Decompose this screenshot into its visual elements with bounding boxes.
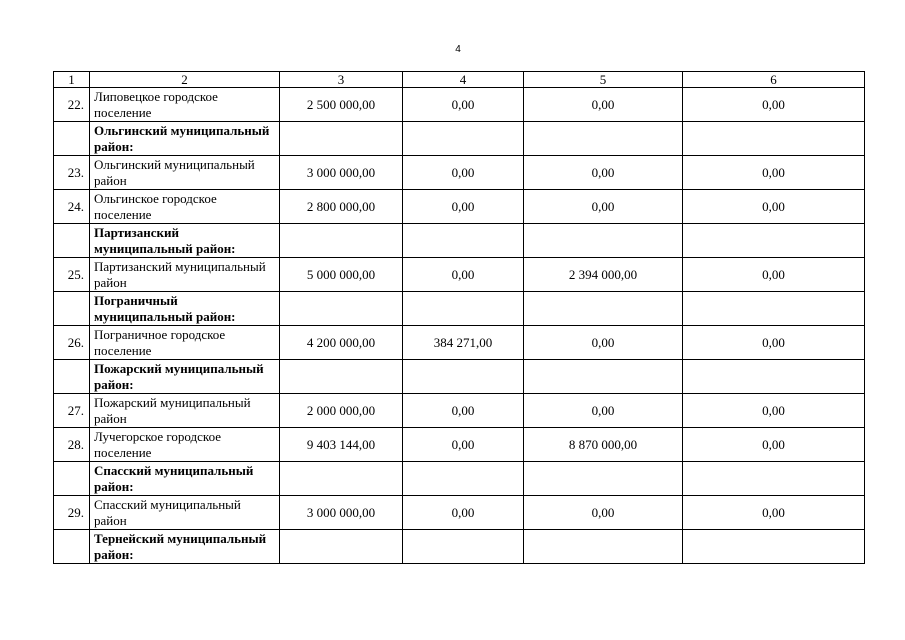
column-4-cell [403,530,524,564]
row-number-cell: 22. [54,88,90,122]
column-6-cell: 0,00 [683,496,865,530]
municipality-name-cell: Пожарский муниципальный район [90,394,280,428]
table-row [54,258,865,292]
column-3-cell: 9 403 144,00 [280,428,403,462]
column-3-cell [280,530,403,564]
column-5-cell [524,462,683,496]
column-3-cell [280,462,403,496]
column-4-cell [403,122,524,156]
column-5-cell [524,122,683,156]
column-4-cell [403,462,524,496]
table-row [54,394,865,428]
table-row [54,326,865,360]
column-3-cell [280,292,403,326]
column-6-cell [683,530,865,564]
row-number-cell: 25. [54,258,90,292]
row-number-cell: 29. [54,496,90,530]
column-6-cell: 0,00 [683,326,865,360]
row-number-cell [54,292,90,326]
row-number-cell [54,122,90,156]
budget-table [53,71,865,564]
table-body [54,72,865,564]
row-number-cell [54,360,90,394]
row-number-cell: 24. [54,190,90,224]
column-3-cell: 4 200 000,00 [280,326,403,360]
table-group-row [54,224,865,258]
group-name-cell: Ольгинский муниципальный район: [90,122,280,156]
column-3-cell [280,360,403,394]
column-5-cell [524,360,683,394]
table-group-row [54,530,865,564]
municipality-name-cell: Пограничное городское поселение [90,326,280,360]
column-3-cell: 2 000 000,00 [280,394,403,428]
header-cell: 2 [90,72,280,88]
column-5-cell: 0,00 [524,88,683,122]
column-6-cell [683,292,865,326]
page-number: 4 [455,44,461,55]
column-4-cell: 0,00 [403,258,524,292]
table-group-row [54,122,865,156]
column-3-cell [280,122,403,156]
row-number-cell [54,530,90,564]
header-cell: 1 [54,72,90,88]
column-5-cell: 0,00 [524,156,683,190]
table-group-row [54,292,865,326]
column-5-cell: 8 870 000,00 [524,428,683,462]
table-row [54,88,865,122]
column-5-cell [524,292,683,326]
header-cell: 3 [280,72,403,88]
column-3-cell: 5 000 000,00 [280,258,403,292]
column-6-cell [683,360,865,394]
municipality-name-cell: Спасский муниципальный район [90,496,280,530]
column-4-cell: 0,00 [403,394,524,428]
column-6-cell: 0,00 [683,428,865,462]
group-name-cell: Тернейский муниципальный район: [90,530,280,564]
group-name-cell: Спасский муниципальный район: [90,462,280,496]
column-6-cell: 0,00 [683,394,865,428]
column-4-cell: 0,00 [403,496,524,530]
column-4-cell [403,224,524,258]
column-3-cell: 2 500 000,00 [280,88,403,122]
column-4-cell: 384 271,00 [403,326,524,360]
table-row [54,496,865,530]
column-5-cell: 0,00 [524,496,683,530]
municipality-name-cell: Лучегорское городское поселение [90,428,280,462]
column-6-cell [683,462,865,496]
column-3-cell: 3 000 000,00 [280,496,403,530]
column-5-cell: 0,00 [524,326,683,360]
municipality-name-cell: Ольгинский муниципальный район [90,156,280,190]
row-number-cell: 27. [54,394,90,428]
column-5-cell: 0,00 [524,394,683,428]
column-6-cell: 0,00 [683,258,865,292]
column-4-cell: 0,00 [403,88,524,122]
column-6-cell: 0,00 [683,190,865,224]
group-name-cell: Партизанский муниципальный район: [90,224,280,258]
table-header-row [54,72,865,88]
header-cell: 5 [524,72,683,88]
group-name-cell: Пожарский муниципальный район: [90,360,280,394]
column-3-cell: 2 800 000,00 [280,190,403,224]
column-4-cell [403,292,524,326]
table-group-row [54,360,865,394]
column-5-cell [524,224,683,258]
table-group-row [54,462,865,496]
column-4-cell: 0,00 [403,428,524,462]
column-4-cell: 0,00 [403,190,524,224]
column-6-cell [683,122,865,156]
column-6-cell: 0,00 [683,88,865,122]
column-4-cell: 0,00 [403,156,524,190]
row-number-cell: 26. [54,326,90,360]
column-3-cell: 3 000 000,00 [280,156,403,190]
column-5-cell [524,530,683,564]
table-row [54,428,865,462]
header-cell: 6 [683,72,865,88]
column-3-cell [280,224,403,258]
table-row [54,190,865,224]
column-4-cell [403,360,524,394]
municipality-name-cell: Ольгинское городское поселение [90,190,280,224]
row-number-cell [54,462,90,496]
group-name-cell: Пограничный муниципальный район: [90,292,280,326]
column-5-cell: 2 394 000,00 [524,258,683,292]
column-5-cell: 0,00 [524,190,683,224]
municipality-name-cell: Липовецкое городское поселение [90,88,280,122]
row-number-cell: 23. [54,156,90,190]
table-row [54,156,865,190]
column-6-cell: 0,00 [683,156,865,190]
header-cell: 4 [403,72,524,88]
column-6-cell [683,224,865,258]
municipality-name-cell: Партизанский муниципальный район [90,258,280,292]
row-number-cell: 28. [54,428,90,462]
row-number-cell [54,224,90,258]
